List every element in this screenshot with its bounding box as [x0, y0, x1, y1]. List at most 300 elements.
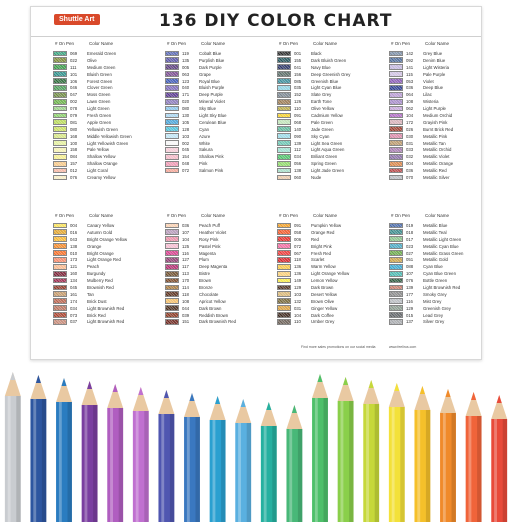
pen-number: 036 [406, 168, 414, 174]
header-number: # On Pen [55, 213, 75, 218]
column-header [265, 41, 375, 50]
pen-number: 063 [182, 71, 190, 77]
color-name: Brown [199, 278, 212, 284]
pen-number: 115 [406, 71, 413, 77]
swatch-row [41, 256, 151, 263]
swatch-row [377, 64, 487, 71]
color-name: Pastel Pink [199, 243, 221, 249]
column-header [265, 213, 375, 222]
pen-number: 104 [406, 113, 414, 119]
swatch-row [265, 71, 375, 78]
color-name: Nude [311, 175, 322, 181]
pen-number: 031 [294, 305, 302, 311]
swatch-row [153, 291, 263, 298]
swatch-row [265, 298, 375, 305]
bottom-block-4 [377, 213, 487, 351]
color-swatch [165, 305, 179, 311]
swatch-row [153, 222, 263, 229]
color-swatch [389, 243, 403, 249]
swatch-row [265, 119, 375, 126]
color-swatch [277, 223, 291, 229]
swatch-row [377, 167, 487, 174]
swatch-row [153, 298, 263, 305]
swatch-row [265, 291, 375, 298]
chart-footer [301, 345, 417, 349]
swatch-row [265, 98, 375, 105]
pen-number: 136 [294, 271, 302, 277]
pen-number: 002 [70, 99, 78, 105]
swatch-row [377, 243, 487, 250]
color-name: Light Purple [423, 106, 446, 112]
color-name: Light Brownish Red [87, 319, 125, 325]
color-name: Greenish Grey [423, 305, 451, 311]
color-name: Rosy Pink [199, 236, 219, 242]
color-name: Bottle Green [423, 278, 448, 284]
pen-number: 171 [182, 92, 190, 98]
color-name: Light Yellowish Green [87, 140, 129, 146]
color-swatch [53, 113, 67, 119]
pen-number: 012 [70, 168, 78, 174]
color-swatch [277, 57, 291, 63]
color-name: Light Aqua Green [311, 147, 345, 153]
swatch-row [153, 57, 263, 64]
color-name: Apricot Yellow [199, 298, 226, 304]
swatch-row [377, 84, 487, 91]
pen-number: 107 [182, 229, 190, 235]
colored-pencil [210, 396, 226, 522]
pen-number: 134 [70, 278, 78, 284]
swatch-row [41, 91, 151, 98]
color-name: Slate Grey [311, 92, 332, 98]
pen-number: 123 [182, 78, 190, 84]
pen-number: 080 [70, 126, 78, 132]
promo-text: Find more sales promotions on our social media [301, 345, 376, 349]
pen-number: 161 [70, 291, 78, 297]
colored-pencil [466, 392, 482, 522]
color-swatch [165, 278, 179, 284]
color-swatch [53, 175, 67, 181]
swatch-row [377, 174, 487, 181]
color-swatch [277, 113, 291, 119]
pen-number: 160 [70, 271, 78, 277]
swatch-row [41, 236, 151, 243]
swatch-row [265, 91, 375, 98]
header-number: # On Pen [167, 41, 187, 46]
color-swatch [277, 140, 291, 146]
color-name: Jade Green [311, 126, 334, 132]
pen-number: 116 [182, 250, 189, 256]
pen-number: 081 [70, 119, 78, 125]
color-name: Deep Greenish Grey [311, 71, 351, 77]
swatch-row [265, 229, 375, 236]
colored-pencil [158, 390, 174, 522]
colored-pencil [56, 378, 72, 522]
header-name: Color Name [425, 41, 450, 46]
header-name: Color Name [89, 41, 114, 46]
swatch-row [377, 263, 487, 270]
pen-number: 129 [406, 305, 414, 311]
color-name: Tan [87, 291, 94, 297]
pen-number: 030 [406, 133, 414, 139]
pen-number: 027 [406, 250, 414, 256]
color-name: Wisteria [423, 99, 439, 105]
swatch-row [377, 71, 487, 78]
color-swatch [165, 64, 179, 70]
swatch-row [377, 222, 487, 229]
pen-number: 015 [406, 312, 414, 318]
swatch-row [265, 256, 375, 263]
swatch-row [153, 98, 263, 105]
header-number: # On Pen [391, 41, 411, 46]
pen-number: 103 [294, 291, 302, 297]
color-name: Medium Green [87, 64, 116, 70]
header-name: Color Name [201, 213, 226, 218]
swatch-row [377, 57, 487, 64]
color-swatch [389, 305, 403, 311]
header-name: Color Name [313, 41, 338, 46]
color-name: Cyan [199, 126, 210, 132]
brand-logo: Shuttle Art [54, 14, 100, 25]
color-swatch [53, 257, 67, 263]
pen-number: 045 [182, 147, 190, 153]
color-name: Clover Green [87, 85, 113, 91]
swatch-row [377, 298, 487, 305]
top-block-1 [41, 41, 151, 195]
color-name: Lilac [423, 92, 432, 98]
pen-number: 117 [182, 264, 189, 270]
swatch-row [41, 84, 151, 91]
color-swatch [389, 51, 403, 57]
color-swatch [389, 126, 403, 132]
swatch-row [41, 318, 151, 325]
column-header [41, 213, 151, 222]
pen-number: 056 [294, 161, 302, 167]
pen-number: 072 [182, 168, 190, 174]
color-name: Bluish Green [87, 71, 112, 77]
swatch-row [377, 119, 487, 126]
pen-number: 036 [182, 223, 190, 228]
color-name: Smoky Grey [423, 291, 447, 297]
color-swatch [389, 147, 403, 153]
pen-number: 062 [406, 106, 414, 112]
color-swatch [389, 168, 403, 174]
color-swatch [389, 133, 403, 139]
color-name: Grey Blue [423, 51, 443, 56]
swatch-row [377, 140, 487, 147]
color-name: Bluish Purple [199, 85, 225, 91]
color-name: Scarlet [311, 257, 325, 263]
pen-number: 041 [294, 64, 302, 70]
pen-number: 039 [182, 312, 190, 318]
color-swatch [277, 92, 291, 98]
color-name: Cyan Blue [423, 264, 443, 270]
color-swatch [277, 305, 291, 311]
header-name: Color Name [201, 41, 226, 46]
pen-number: 091 [294, 113, 302, 119]
swatch-row [41, 174, 151, 181]
color-name: Brownish Red [87, 285, 114, 291]
color-name: Pale Yellow [87, 147, 109, 153]
color-name: Light Brownish Red [423, 285, 461, 291]
color-name: Silver Grey [423, 319, 445, 325]
color-name: Briliant Green [311, 154, 338, 160]
swatch-row [41, 243, 151, 250]
color-swatch [277, 312, 291, 318]
color-swatch [53, 106, 67, 112]
color-name: Pale Green [311, 119, 333, 125]
pen-number: 023 [406, 243, 414, 249]
bottom-block-1 [41, 213, 151, 351]
color-name: Dark Brown [311, 285, 334, 291]
color-swatch [165, 312, 179, 318]
color-swatch [53, 312, 67, 318]
swatch-row [41, 229, 151, 236]
color-swatch [277, 229, 291, 235]
pen-number: 037 [70, 319, 78, 325]
color-swatch [277, 298, 291, 304]
pen-number: 139 [294, 140, 302, 146]
swatch-row [265, 133, 375, 140]
pen-number: 043 [70, 236, 78, 242]
swatch-row [265, 160, 375, 167]
color-swatch [277, 133, 291, 139]
pen-number: 155 [294, 57, 302, 63]
swatch-row [377, 133, 487, 140]
color-swatch [277, 99, 291, 105]
pen-number: 114 [182, 285, 189, 291]
color-name: Lawn Green [87, 99, 111, 105]
chart-header [31, 7, 481, 37]
pen-number: 036 [406, 85, 414, 91]
pen-number: 072 [294, 243, 302, 249]
color-swatch [389, 285, 403, 291]
pen-number: 141 [406, 64, 414, 70]
color-name: Metallic Red [423, 168, 447, 174]
color-name: Deep Blue [423, 85, 444, 91]
pen-number: 018 [406, 229, 414, 235]
swatch-row [265, 243, 375, 250]
color-swatch [277, 243, 291, 249]
column-header [153, 213, 263, 222]
colored-pencil [414, 386, 430, 522]
pen-number: 047 [70, 92, 78, 98]
swatch-row [377, 284, 487, 291]
swatch-row [265, 250, 375, 257]
color-name: Pink [199, 161, 208, 167]
pen-number: 005 [182, 64, 190, 70]
color-name: Burgundy [87, 271, 106, 277]
color-swatch [389, 71, 403, 77]
pen-number: 006 [294, 236, 302, 242]
swatch-row [153, 71, 263, 78]
header-name: Color Name [425, 213, 450, 218]
colored-pencil [286, 405, 302, 522]
swatch-row [153, 284, 263, 291]
pen-number: 073 [70, 312, 78, 318]
swatch-row [41, 78, 151, 85]
color-swatch [165, 229, 179, 235]
color-swatch [277, 264, 291, 270]
color-name: Sky Blue [199, 106, 216, 112]
color-swatch [389, 92, 403, 98]
color-swatch [53, 264, 67, 270]
swatch-row [377, 305, 487, 312]
swatch-row [377, 312, 487, 319]
pen-number: 010 [70, 250, 78, 256]
color-name: Spring Green [311, 161, 337, 167]
pen-number: 158 [70, 147, 78, 153]
color-name: Heather Violet [199, 229, 227, 235]
pen-number: 100 [70, 140, 78, 146]
bottom-block-3 [265, 213, 375, 351]
color-swatch [165, 236, 179, 242]
colored-pencil [133, 387, 149, 522]
color-swatch [389, 113, 403, 119]
pen-number: 142 [406, 51, 414, 56]
pen-number: 044 [182, 305, 190, 311]
pen-number: 067 [294, 250, 302, 256]
color-swatch [165, 140, 179, 146]
header-name: Color Name [89, 213, 114, 218]
color-name: Shallow Pink [199, 154, 224, 160]
color-swatch [389, 64, 403, 70]
color-swatch [165, 147, 179, 153]
color-swatch [389, 264, 403, 270]
pen-number: 132 [294, 298, 302, 304]
color-name: Metallic Pink [423, 133, 448, 139]
color-name: Light Wisteria [423, 64, 450, 70]
swatch-row [265, 112, 375, 119]
colored-pencil [338, 377, 354, 522]
swatch-row [41, 277, 151, 284]
swatch-row [153, 78, 263, 85]
swatch-row [265, 277, 375, 284]
colored-pencil [184, 393, 200, 522]
color-swatch [389, 99, 403, 105]
color-swatch [53, 285, 67, 291]
color-swatch [277, 319, 291, 325]
swatch-row [377, 160, 487, 167]
header-number: # On Pen [279, 41, 299, 46]
swatch-row [41, 133, 151, 140]
color-name: Middle Yellowish Green [87, 133, 132, 139]
swatch-row [41, 284, 151, 291]
color-swatch [53, 99, 67, 105]
color-swatch [165, 51, 179, 57]
pen-number: 135 [182, 57, 190, 63]
pen-number: 126 [294, 99, 302, 105]
pen-number: 103 [182, 133, 190, 139]
color-name: Navy Blue [311, 64, 331, 70]
color-name: Light Cyan Blue [311, 85, 342, 91]
color-swatch [389, 291, 403, 297]
pen-number: 017 [406, 236, 414, 242]
swatch-row [41, 160, 151, 167]
color-name: Cadmium Yellow [311, 113, 343, 119]
colored-pencil [363, 380, 379, 522]
swatch-row [153, 91, 263, 98]
pen-number: 070 [406, 175, 414, 181]
pen-number: 020 [182, 99, 190, 105]
color-name: Canary Yellow [87, 223, 115, 228]
swatch-row [377, 50, 487, 57]
color-swatch [389, 298, 403, 304]
color-swatch [53, 236, 67, 242]
colored-pencil [261, 402, 277, 522]
pen-number: 138 [70, 243, 78, 249]
color-swatch [389, 319, 403, 325]
pen-number: 173 [70, 257, 78, 263]
color-name: Bright Pink [311, 243, 332, 249]
color-name: Desert Yellow [311, 291, 338, 297]
color-name: Deep Magenta [199, 264, 228, 270]
pen-number: 172 [406, 119, 414, 125]
color-name: Metallic Orange [423, 161, 454, 167]
pen-number: 035 [294, 85, 302, 91]
color-swatch [277, 236, 291, 242]
swatch-row [377, 236, 487, 243]
color-name: Autumn Gold [87, 229, 113, 235]
pen-number: 127 [182, 257, 190, 263]
color-swatch [165, 291, 179, 297]
color-name: Plum [199, 257, 209, 263]
color-swatch [389, 223, 403, 229]
swatch-row [41, 112, 151, 119]
swatch-row [265, 305, 375, 312]
color-name: Salmon Pink [199, 168, 224, 174]
swatch-row [265, 64, 375, 71]
pen-number: 107 [406, 271, 414, 277]
color-name: Bright Orange [87, 250, 114, 256]
color-swatch [165, 298, 179, 304]
color-name: Light Sky Blue [199, 113, 227, 119]
swatch-row [265, 78, 375, 85]
color-name: Cobalt Blue [199, 51, 222, 56]
pen-number: 053 [406, 78, 414, 84]
color-name: Burnt Brick Red [423, 126, 454, 132]
pen-number: 060 [294, 175, 302, 181]
pen-number: 040 [182, 85, 190, 91]
color-swatch [389, 278, 403, 284]
pen-number: 168 [70, 133, 78, 139]
color-name: Lead Grey [423, 312, 444, 318]
color-swatch [165, 319, 179, 325]
pen-number: 104 [182, 236, 190, 242]
website-url: www.feelirus.com [389, 345, 417, 349]
swatch-row [41, 263, 151, 270]
swatch-row [265, 126, 375, 133]
pen-number: 139 [406, 285, 414, 291]
header-name: Color Name [313, 213, 338, 218]
color-name: Sky Cyan [311, 133, 330, 139]
pen-number: 118 [182, 291, 189, 297]
pen-number: 092 [406, 57, 414, 63]
color-swatch [165, 257, 179, 263]
color-chart-card [30, 6, 482, 360]
color-swatch [389, 257, 403, 263]
column-header [41, 41, 151, 50]
swatch-row [41, 298, 151, 305]
color-name: Light Orange Red [87, 257, 121, 263]
color-swatch [277, 126, 291, 132]
color-name: Apple Green [87, 119, 112, 125]
swatch-row [265, 153, 375, 160]
pen-number: 177 [406, 291, 414, 297]
swatch-row [377, 98, 487, 105]
color-name: Peach [87, 264, 100, 270]
swatch-row [153, 153, 263, 160]
swatch-row [265, 236, 375, 243]
